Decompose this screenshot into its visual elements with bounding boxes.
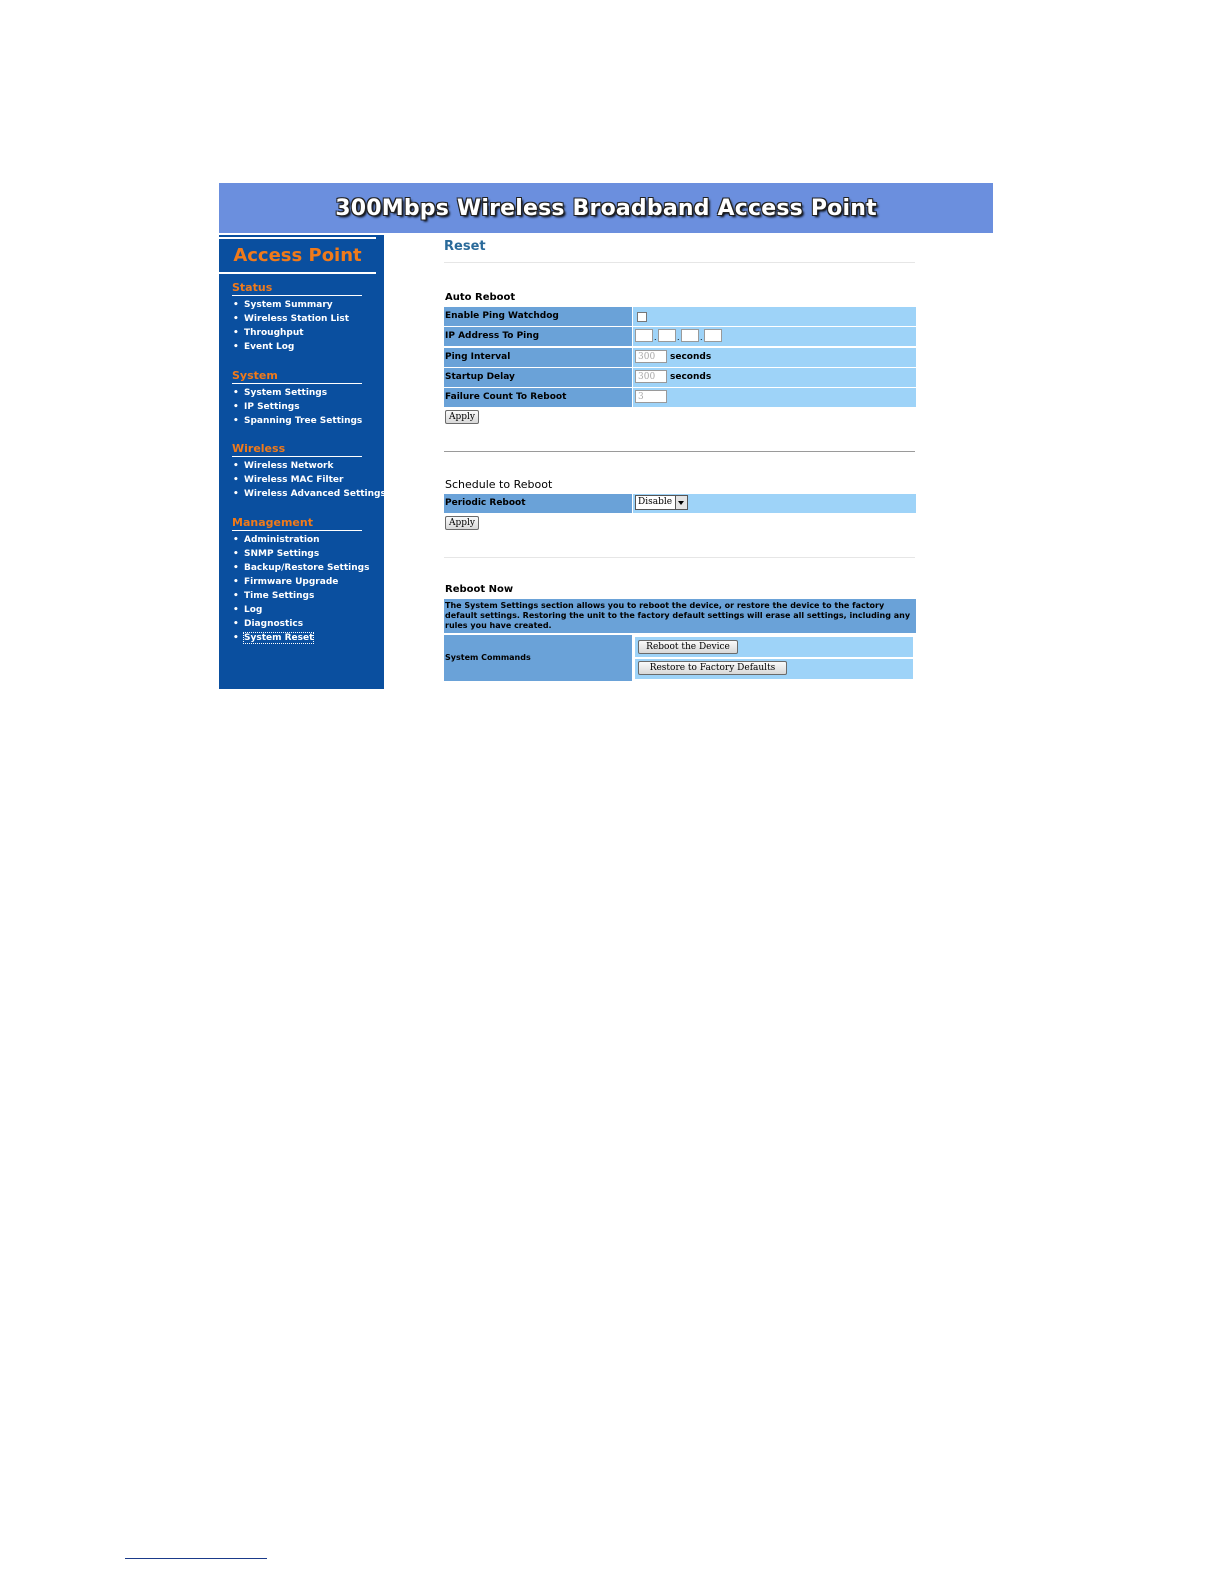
bullet-icon: • — [233, 475, 239, 485]
bullet-icon: • — [233, 633, 239, 643]
section-divider — [444, 451, 915, 452]
sidebar-item-log[interactable] — [232, 603, 362, 617]
failure-count-input[interactable]: 3 — [635, 390, 667, 403]
sidebar-item-label: System Summary — [244, 300, 333, 310]
bullet-icon: • — [233, 402, 239, 412]
sidebar-item-label: Time Settings — [244, 591, 315, 601]
nav-heading: Wireless — [232, 442, 362, 457]
sidebar-item-label: Throughput — [244, 328, 304, 338]
sidebar-item-label: Firmware Upgrade — [244, 577, 339, 587]
schedule-apply-button[interactable]: Apply — [445, 516, 479, 530]
ip-octet-4-input[interactable] — [704, 329, 722, 342]
sidebar-item-label: Wireless Network — [244, 461, 334, 471]
sidebar-item-ip-settings[interactable] — [232, 400, 362, 414]
bullet-icon: • — [233, 549, 239, 559]
row-ip-address — [444, 327, 916, 346]
sidebar-item-label: Event Log — [244, 342, 295, 352]
restore-defaults-button[interactable]: Restore to Factory Defaults — [638, 661, 787, 675]
bullet-icon: • — [233, 300, 239, 310]
bullet-icon: • — [233, 619, 239, 629]
sidebar-item-system-summary[interactable] — [232, 298, 362, 312]
sidebar-item-backup-restore-settings[interactable] — [232, 561, 370, 575]
page-title: Reset — [444, 239, 486, 254]
bullet-icon: • — [233, 342, 239, 352]
row-label: IP Address To Ping — [444, 327, 632, 346]
divider — [444, 262, 915, 263]
row-label: Periodic Reboot — [444, 494, 632, 513]
sidebar-item-label: System Reset — [244, 633, 314, 643]
row-enable-ping-watchdog — [444, 307, 916, 326]
sidebar-title: Access Point — [233, 245, 362, 266]
unit-label: seconds — [670, 352, 712, 362]
row-value — [635, 659, 913, 679]
auto-reboot-title: Auto Reboot — [445, 292, 516, 303]
sidebar-item-wireless-station-list[interactable] — [232, 312, 362, 326]
sidebar-item-label: Wireless MAC Filter — [244, 475, 344, 485]
router-admin-page — [219, 183, 993, 689]
ip-separator: . — [700, 332, 703, 342]
header-banner — [219, 183, 993, 233]
row-value — [633, 327, 916, 346]
row-failure-count — [444, 388, 916, 407]
ip-octet-2-input[interactable] — [658, 329, 676, 342]
nav-heading: Management — [232, 516, 362, 531]
row-system-commands — [444, 635, 916, 681]
schedule-title: Schedule to Reboot — [445, 478, 553, 491]
bullet-icon: • — [233, 416, 239, 426]
row-value — [635, 637, 913, 657]
ip-separator: . — [654, 332, 657, 342]
bullet-icon: • — [233, 591, 239, 601]
row-label: Enable Ping Watchdog — [444, 307, 632, 326]
ping-interval-input[interactable]: 300 — [635, 350, 667, 363]
periodic-reboot-select[interactable] — [635, 495, 688, 510]
sidebar-item-label: SNMP Settings — [244, 549, 320, 559]
sidebar-item-label: Administration — [244, 535, 320, 545]
sidebar-item-firmware-upgrade[interactable] — [232, 575, 362, 589]
footnote-rule — [125, 1558, 267, 1559]
sidebar-item-throughput[interactable] — [232, 326, 362, 340]
sidebar-item-time-settings[interactable] — [232, 589, 362, 603]
row-label: Startup Delay — [444, 368, 632, 387]
sidebar-item-label: Diagnostics — [244, 619, 304, 629]
reboot-device-button[interactable]: Reboot the Device — [638, 640, 738, 654]
auto-reboot-apply-button[interactable]: Apply — [445, 410, 479, 424]
section-divider — [444, 557, 915, 558]
select-value: Disable — [638, 497, 673, 507]
sidebar-item-label: Wireless Advanced Settings — [244, 489, 386, 499]
ip-separator: . — [677, 332, 680, 342]
bullet-icon: • — [233, 489, 239, 499]
row-label: Ping Interval — [444, 348, 632, 367]
row-value — [633, 368, 916, 387]
bullet-icon: • — [233, 563, 239, 573]
sidebar-item-system-reset[interactable] — [232, 631, 362, 645]
nav-group-system — [232, 369, 362, 428]
nav-group-status — [232, 281, 362, 354]
ip-octet-1-input[interactable] — [635, 329, 653, 342]
sidebar-item-event-log[interactable] — [232, 340, 362, 354]
sidebar-item-wireless-advanced-settings[interactable] — [232, 487, 386, 501]
row-label: System Commands — [444, 635, 632, 681]
banner-title: 300Mbps Wireless Broadband Access Point — [335, 195, 877, 221]
sidebar-item-spanning-tree-settings[interactable] — [232, 414, 362, 428]
nav-group-wireless — [232, 442, 386, 501]
row-value — [633, 494, 916, 513]
sidebar-header — [219, 237, 376, 274]
row-label: Failure Count To Reboot — [444, 388, 632, 407]
sidebar-item-wireless-network[interactable] — [232, 459, 362, 473]
startup-delay-input[interactable]: 300 — [635, 370, 667, 383]
bullet-icon: • — [233, 535, 239, 545]
row-value — [633, 348, 916, 367]
sidebar-item-wireless-mac-filter[interactable] — [232, 473, 362, 487]
bullet-icon: • — [233, 388, 239, 398]
sidebar-item-label: Wireless Station List — [244, 314, 350, 324]
sidebar-item-administration[interactable] — [232, 533, 362, 547]
row-value — [633, 388, 916, 407]
sidebar-item-label: Log — [244, 605, 263, 615]
unit-label: seconds — [670, 372, 712, 382]
bullet-icon: • — [233, 605, 239, 615]
sidebar-item-label: IP Settings — [244, 402, 300, 412]
row-ping-interval — [444, 348, 916, 367]
row-startup-delay — [444, 368, 916, 387]
bullet-icon: • — [233, 461, 239, 471]
nav-group-management — [232, 516, 370, 645]
sidebar-nav — [219, 235, 384, 689]
sidebar-item-system-settings[interactable] — [232, 386, 362, 400]
nav-heading: Status — [232, 281, 362, 296]
nav-heading: System — [232, 369, 362, 384]
sidebar-item-label: Spanning Tree Settings — [244, 416, 363, 426]
ip-octet-3-input[interactable] — [681, 329, 699, 342]
reboot-info-text: The System Settings section allows you to reboot the device, or restore the device to the factory default settings. Restoring the unit to the factory default settings will erase all settings, including any rules you have created. — [444, 599, 916, 633]
bullet-icon: • — [233, 577, 239, 587]
bullet-icon: • — [233, 328, 239, 338]
sidebar-item-snmp-settings[interactable] — [232, 547, 362, 561]
bullet-icon: • — [233, 314, 239, 324]
ping-watchdog-checkbox[interactable] — [637, 312, 647, 322]
sidebar-item-label: Backup/Restore Settings — [244, 563, 370, 573]
sidebar-item-label: System Settings — [244, 388, 328, 398]
reboot-now-title: Reboot Now — [445, 584, 514, 595]
sidebar-item-diagnostics[interactable] — [232, 617, 362, 631]
row-value — [633, 307, 916, 326]
chevron-down-icon[interactable] — [675, 496, 687, 509]
row-periodic-reboot — [444, 494, 916, 513]
